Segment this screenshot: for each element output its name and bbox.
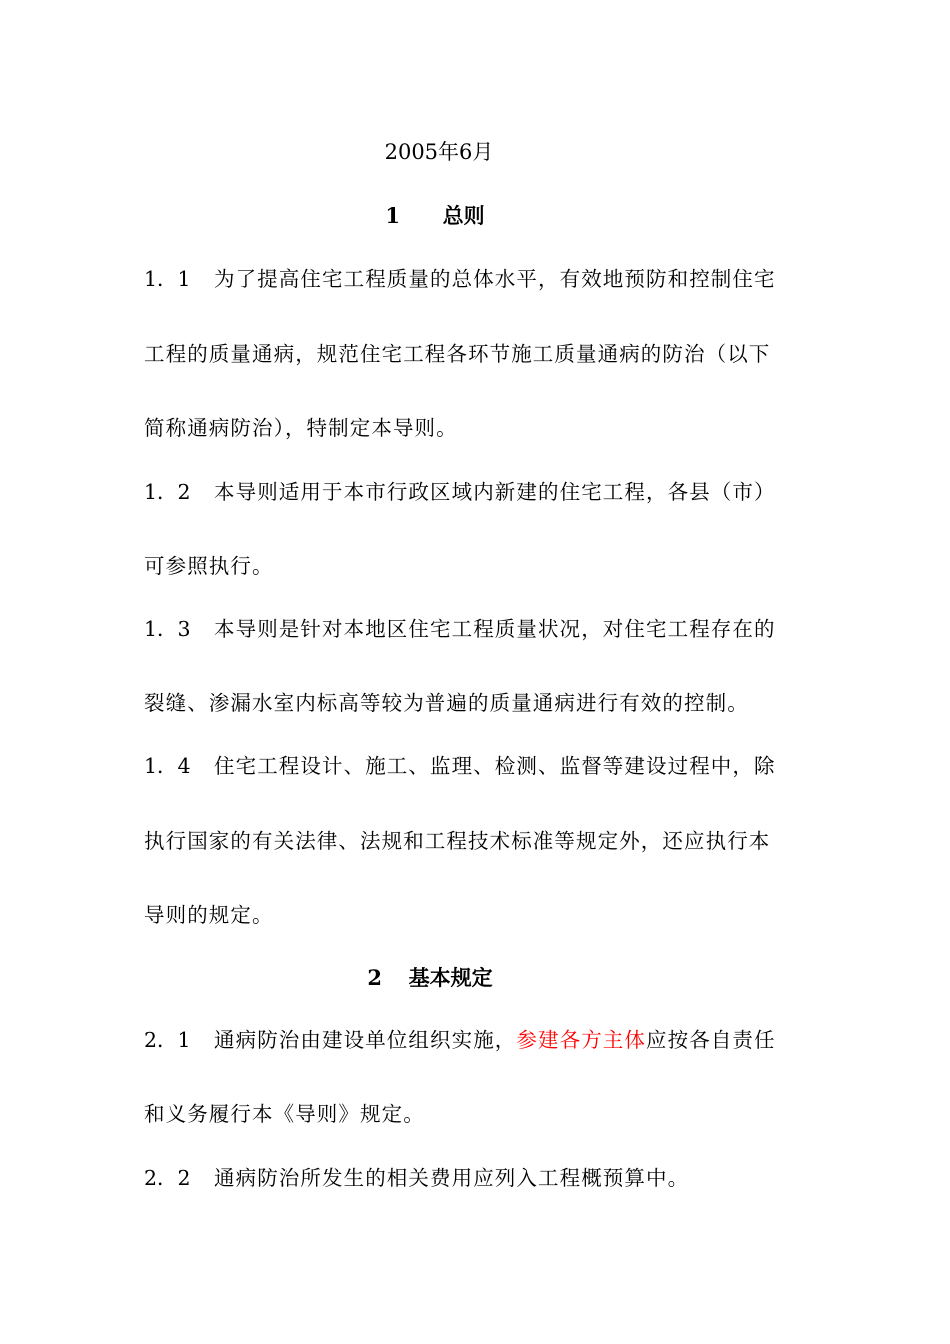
paragraph-1-1-line-2: 工程的质量通病，规范住宅工程各环节施工质量通病的防治（以下 [144,342,771,366]
paragraph-1-2-line-2: 可参照执行。 [144,554,274,578]
paragraph-1-4-line-1 [144,752,806,780]
paragraph-1-3-line-1 [144,615,806,643]
paragraph-1-3-number: 1．3 [144,617,191,641]
section-1-title: 总则 [442,203,485,228]
paragraph-2-2-text: 通病防治所发生的相关费用应列入工程概预算中。 [214,1166,690,1190]
paragraph-2-1-number: 2．1 [144,1028,191,1052]
paragraph-1-3-line-2: 裂缝、渗漏水室内标高等较为普遍的质量通病进行有效的控制。 [144,691,749,715]
section-2-number: 2 [367,965,382,990]
paragraph-2-1-line-2: 和义务履行本《导则》规定。 [144,1102,425,1126]
paragraph-1-1-line-1 [144,265,806,293]
paragraph-1-4-number: 1．4 [144,754,191,778]
paragraph-1-2-number: 1．2 [144,480,191,504]
paragraph-2-2-number: 2．2 [144,1166,191,1190]
paragraph-2-1-highlight: 参建各方主体 [516,1028,647,1052]
paragraph-1-2-text-1: 本导则适用于本市行政区域内新建的住宅工程，各县（市） [214,480,776,504]
paragraph-2-1-text-pre: 通病防治由建设单位组织实施， [214,1028,517,1052]
paragraph-2-2-line-1 [144,1164,806,1192]
paragraph-1-3-text-1: 本导则是针对本地区住宅工程质量状况，对住宅工程存在的 [214,617,776,641]
paragraph-1-4-line-2: 执行国家的有关法律、法规和工程技术标准等规定外，还应执行本 [144,829,771,853]
section-1-number: 1 [385,203,400,228]
paragraph-1-4-line-3: 导则的规定。 [144,903,274,927]
section-1-heading [0,202,910,230]
paragraph-2-1-line-1 [144,1026,806,1054]
paragraph-1-4-text-1: 住宅工程设计、施工、监理、检测、监督等建设过程中，除 [214,754,776,778]
section-2-heading [0,964,905,992]
document-date: 2005年6月 [384,140,494,164]
paragraph-2-1-text-post: 应按各自责任 [646,1028,776,1052]
paragraph-1-1-line-3: 简称通病防治），特制定本导则。 [144,416,458,440]
paragraph-1-2-line-1 [144,478,806,506]
section-2-title: 基本规定 [408,965,493,990]
paragraph-1-1-text-1: 为了提高住宅工程质量的总体水平，有效地预防和控制住宅 [214,267,776,291]
paragraph-1-1-number: 1．1 [144,267,191,291]
